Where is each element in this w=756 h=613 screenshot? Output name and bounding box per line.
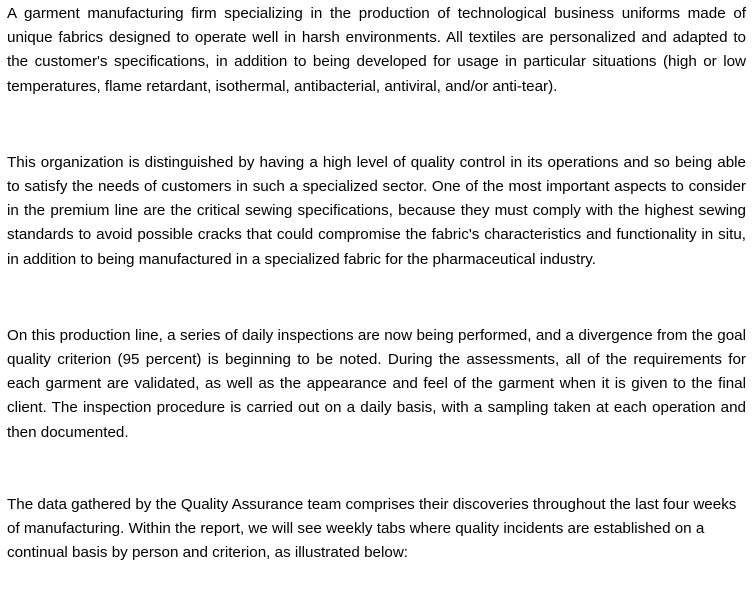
paragraph-quality-control: This organization is distinguished by having a high level of quality control in its operations and so being able to satisfy the needs of customers in such a specialized sector. One of the most important aspects to consider in the premium line are the critical sewing specifications, because they must comply with the highest sewing standards to avoid possible cracks that could compromise the fabric's characteristics and functionality in situ, in addition to being manufactured in a specialized fabric for the pharmaceutical industry. — [7, 153, 746, 268]
paragraph-inspections: On this production line, a series of daily inspections are now being performed, and a divergence from the goal quality criterion (95 percent) is beginning to be noted. During the assessments, all of the requirements for each garment are validated, as well as the appearance and feel of the garment when it is given to the final client. The inspection procedure is carried out on a daily basis, with a sampling taken at each operation and then documented. — [7, 326, 746, 441]
paragraph-spacer — [7, 99, 746, 151]
paragraph-spacer — [7, 272, 746, 324]
paragraph-qa-data: The data gathered by the Quality Assurance team comprises their discoveries throughout the last four weeks of manufacturing. Within the report, we will see weekly tabs where quality incidents are established on a continual basis by person and criterion, as illustrated below: — [7, 495, 737, 562]
paragraph-company-intro: A garment manufacturing firm specializing in the production of technological business uniforms made of unique fabrics designed to operate well in harsh environments. All textiles are personalized and adapted to the customer's specifications, in addition to being developed for usage in particular situations (high or low temperatures, flame retardant, isothermal, antibacterial, antiviral, and/or anti-tear). — [7, 5, 746, 95]
paragraph-spacer — [7, 445, 746, 493]
document-body — [7, 2, 746, 565]
